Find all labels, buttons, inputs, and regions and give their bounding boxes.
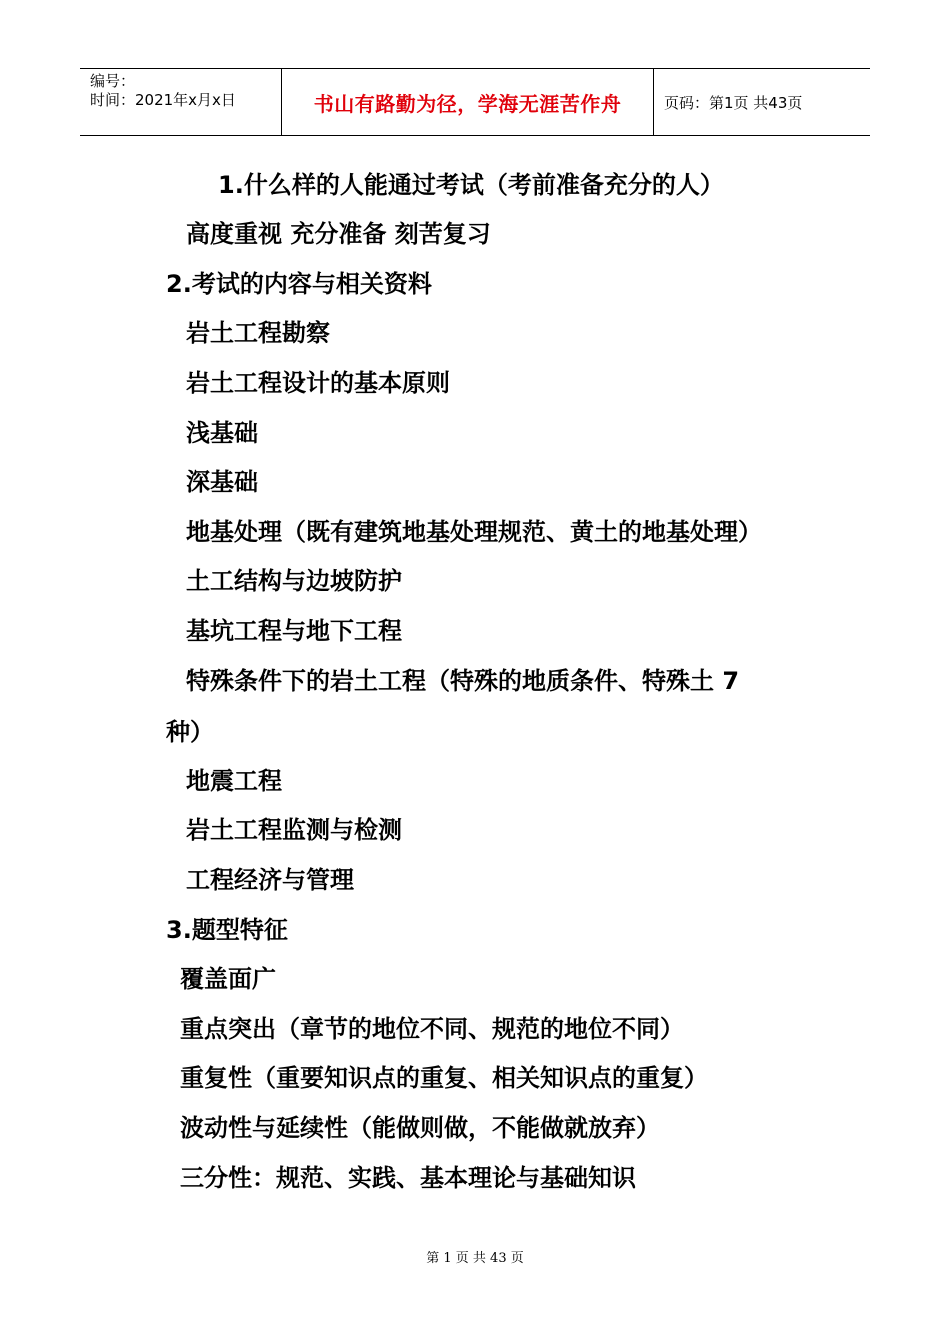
document-number-label: 编号： <box>90 72 136 90</box>
list-item: 三分性：规范、实践、基本理论与基础知识 <box>180 1164 636 1192</box>
list-item: 特殊条件下的岩土工程（特殊的地质条件、特殊土 7 <box>186 667 740 695</box>
heading-2: 2.考试的内容与相关资料 <box>166 270 432 298</box>
list-item: 重点突出（章节的地位不同、规范的地位不同） <box>180 1015 684 1043</box>
list-item: 地基处理（既有建筑地基处理规范、黄土的地基处理） <box>186 518 762 546</box>
list-item: 覆盖面广 <box>180 965 276 993</box>
list-item: 工程经济与管理 <box>186 866 354 894</box>
heading-1: 1.什么样的人能通过考试（考前准备充分的人） <box>218 171 724 199</box>
document-date-label: 时间：2021年x月x日 <box>90 91 236 109</box>
document-header <box>80 68 870 136</box>
list-item: 基坑工程与地下工程 <box>186 617 402 645</box>
header-meta-cell <box>80 69 282 135</box>
list-item: 浅基础 <box>186 419 258 447</box>
body-line: 高度重视 充分准备 刻苦复习 <box>186 220 491 248</box>
list-item: 重复性（重要知识点的重复、相关知识点的重复） <box>180 1064 708 1092</box>
list-item: 岩土工程监测与检测 <box>186 816 402 844</box>
header-page-info: 页码：第1页 共43页 <box>664 93 803 112</box>
heading-3: 3.题型特征 <box>166 916 288 944</box>
list-item: 波动性与延续性（能做则做，不能做就放弃） <box>180 1114 660 1142</box>
list-item-continuation: 种） <box>166 718 214 746</box>
list-item: 深基础 <box>186 468 258 496</box>
list-item: 岩土工程设计的基本原则 <box>186 369 450 397</box>
list-item: 土工结构与边坡防护 <box>186 567 402 595</box>
list-item: 岩土工程勘察 <box>186 319 330 347</box>
header-motto: 书山有路勤为径，学海无涯苦作舟 <box>282 69 654 135</box>
list-item: 地震工程 <box>186 767 282 795</box>
page-footer: 第 1 页 共 43 页 <box>426 1251 524 1266</box>
